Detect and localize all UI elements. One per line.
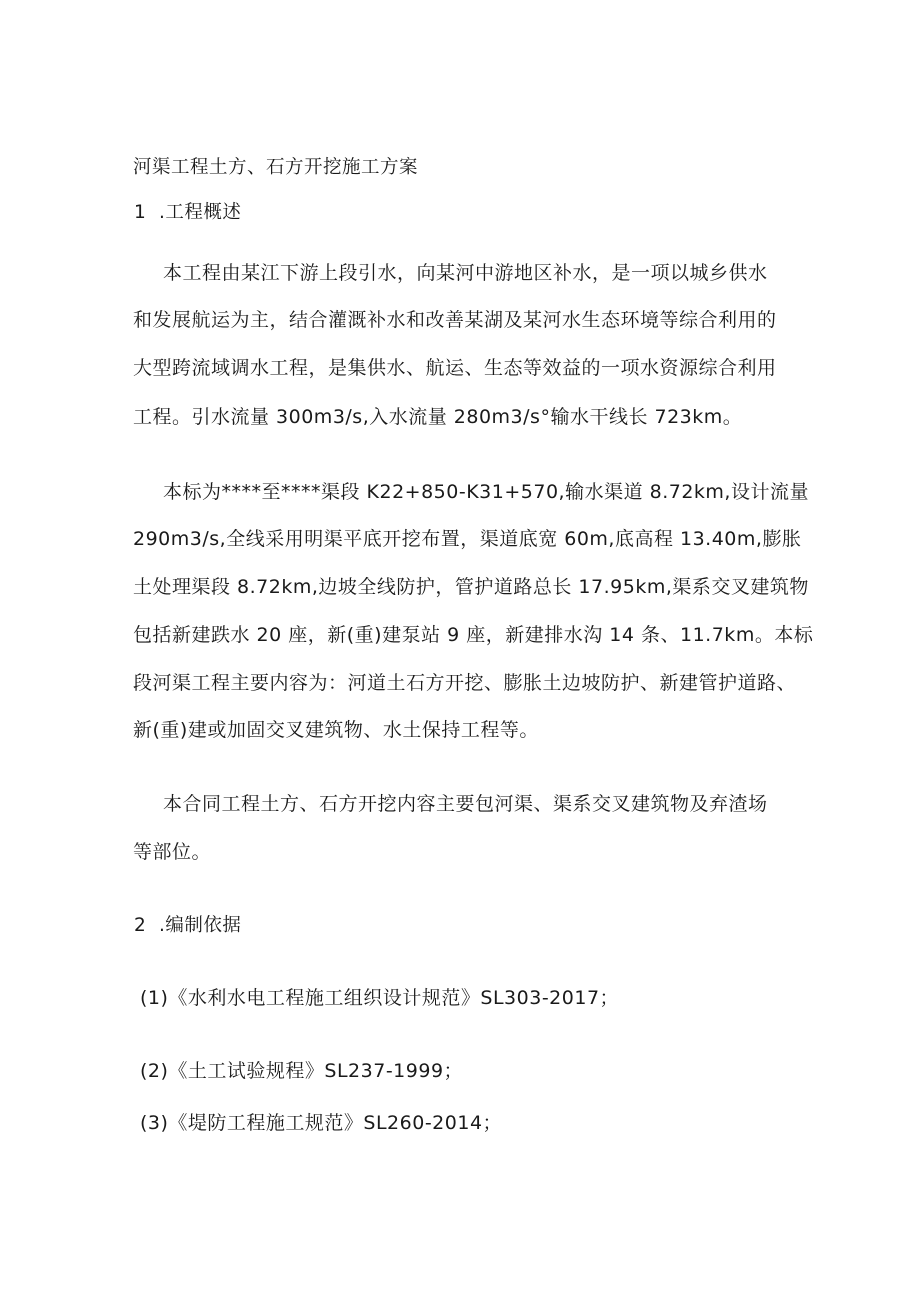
paragraph-line: 等部位。 (133, 841, 212, 863)
paragraph-line: 本合同工程土方、石方开挖内容主要包河渠、渠系交叉建筑物及弃渣场 (163, 793, 768, 815)
paragraph-line: 本标为****至****渠段 K22+850-K31+570,输水渠道 8.72km,设计流量 (163, 481, 809, 503)
paragraph-line: 段河渠工程主要内容为：河道土石方开挖、膨胀土边坡防护、新建管护道路、 (133, 672, 797, 694)
section-heading-overview: 1 .工程概述 (134, 202, 242, 223)
paragraph-line: 和发展航运为主，结合灌溉补水和改善某湖及某河水生态环境等综合利用的 (133, 309, 777, 331)
paragraph-line: 290m3∕s,全线采用明渠平底开挖布置，渠道底宽 60m,底高程 13.40m,膨胀 (133, 528, 802, 550)
reference-item: (3)《堤防工程施工规范》SL260-2014； (140, 1112, 503, 1134)
paragraph-line: 本工程由某江下游上段引水，向某河中游地区补水，是一项以城乡供水 (163, 262, 768, 284)
paragraph-line: 新(重)建或加固交叉建筑物、水土保持工程等。 (133, 719, 539, 741)
paragraph-line: 工程。引水流量 300m3∕s,入水流量 280m3∕s°输水干线长 723km。 (133, 406, 743, 428)
section-heading-basis: 2 .编制依据 (134, 915, 242, 936)
document-title: 河渠工程土方、石方开挖施工方案 (133, 157, 419, 178)
paragraph-line: 包括新建跌水 20 座，新(重)建泵站 9 座，新建排水沟 14 条、11.7km。本标 (133, 624, 814, 646)
reference-item: (1)《水利水电工程施工组织设计规范》SL303-2017； (140, 987, 620, 1009)
reference-item: (2)《土工试验规程》SL237-1999； (140, 1060, 464, 1082)
paragraph-line: 土处理渠段 8.72km,边坡全线防护，管护道路总长 17.95km,渠系交叉建筑物 (133, 576, 809, 598)
paragraph-line: 大型跨流域调水工程，是集供水、航运、生态等效益的一项水资源综合利用 (133, 357, 777, 379)
